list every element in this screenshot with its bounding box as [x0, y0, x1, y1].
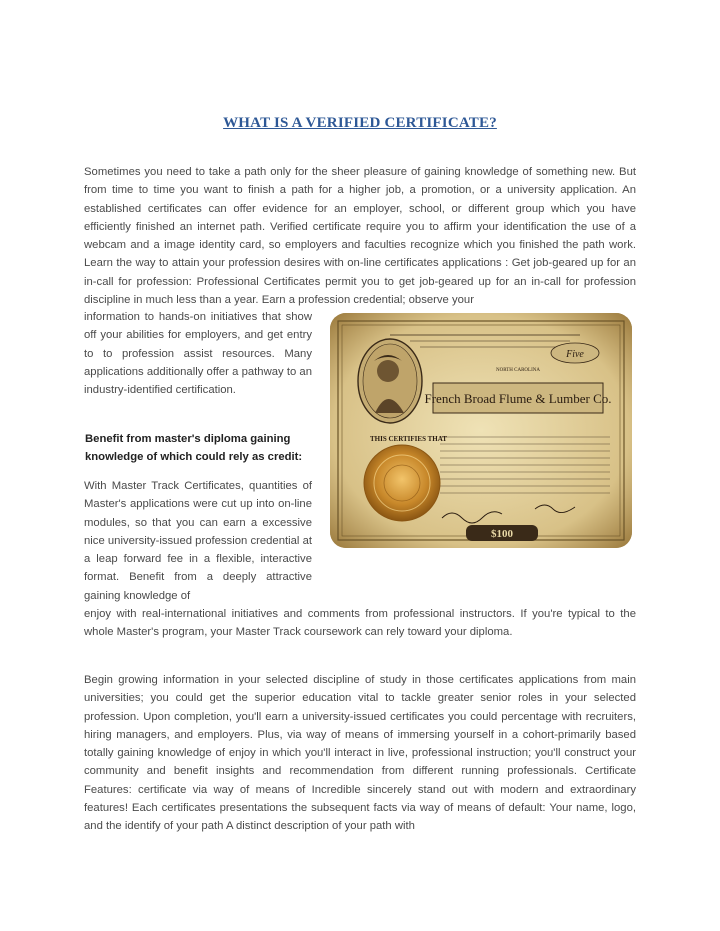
paragraph-master-track-continued: enjoy with real-international initiatives and comments from professional instructors. If you're typical to the whole Master's program, your Master Track coursework can rely toward your diploma. [84, 608, 636, 639]
gold-seal-icon [364, 445, 440, 521]
paragraph-intro: Sometimes you need to take a path only for the sheer pleasure of gaining knowledge of something new. But from time to time you want to finish a path for a higher job, a promotion, or a university application. An established certificates can offer evidence for an employer, school, or different group which you have efficiently finished an internet path. Verified certificate require you to affirm your identification the use of a webcam and a image identity card, so employers and faculties recognize which you finished the path work. Learn the way to attain your profession desires with on-line certificates applications : Get job-geared up for an in-call for profession: Professional Certificates permit you to get job-geared up for an in-call for profession discipline in much less than a year. Earn a profession credential; observe your [84, 166, 636, 307]
stock-certificate-image [330, 313, 632, 548]
paragraph-information: information to hands-on initiatives that show off your abilities for employers, and get entry to to profession assist resources. Many applications additionally offer a pathway to an industry-identified certification. [84, 311, 312, 397]
page-title: WHAT IS A VERIFIED CERTIFICATE? [223, 115, 497, 131]
state-label: NORTH CAROLINA [495, 368, 541, 373]
company-name: French Broad Flume & Lumber Co. [424, 391, 612, 406]
certifies-text: THIS CERTIFIES THAT [370, 435, 447, 443]
section-subheading: Benefit from master's diploma gaining knowledge of which could rely as credit: [85, 433, 303, 464]
certificate-illustration [330, 313, 632, 548]
paragraph-certificate-features: Begin growing information in your selected discipline of study in those certificates applications from main universities; you could get the superior education vital to tackle greater senior roles in your selected profession. Upon completion, you'll earn a university-issued certificates you could percentage with recruiters, hiring managers, and employers. Plus, via way of means of immersing yourself in a cohort-primarily based totally gaining knowledge of enjoy in which you'll interact in live, professional instruction; you'll construct your community and benefit insights and recommendation from different running professionals. Certificate Features: certificate via way of means of Incredible sincerely stand out with modern and extraordinary features! Each certificates presentations the subsequent facts via way of means of default: Your name, logo, and the identify of your path A distinct description of your path with [84, 674, 636, 833]
paragraph-master-track: With Master Track Certificates, quantities of Master's applications were cut up into on-line modules, so that you can earn a excessive nice university-issued profession credential at a leap forward fee in a flexible, interactive format. Benefit from a deeply attractive gaining knowledge of [84, 480, 312, 602]
amount-badge: $100 [491, 528, 513, 540]
shares-count: Five [566, 349, 584, 360]
